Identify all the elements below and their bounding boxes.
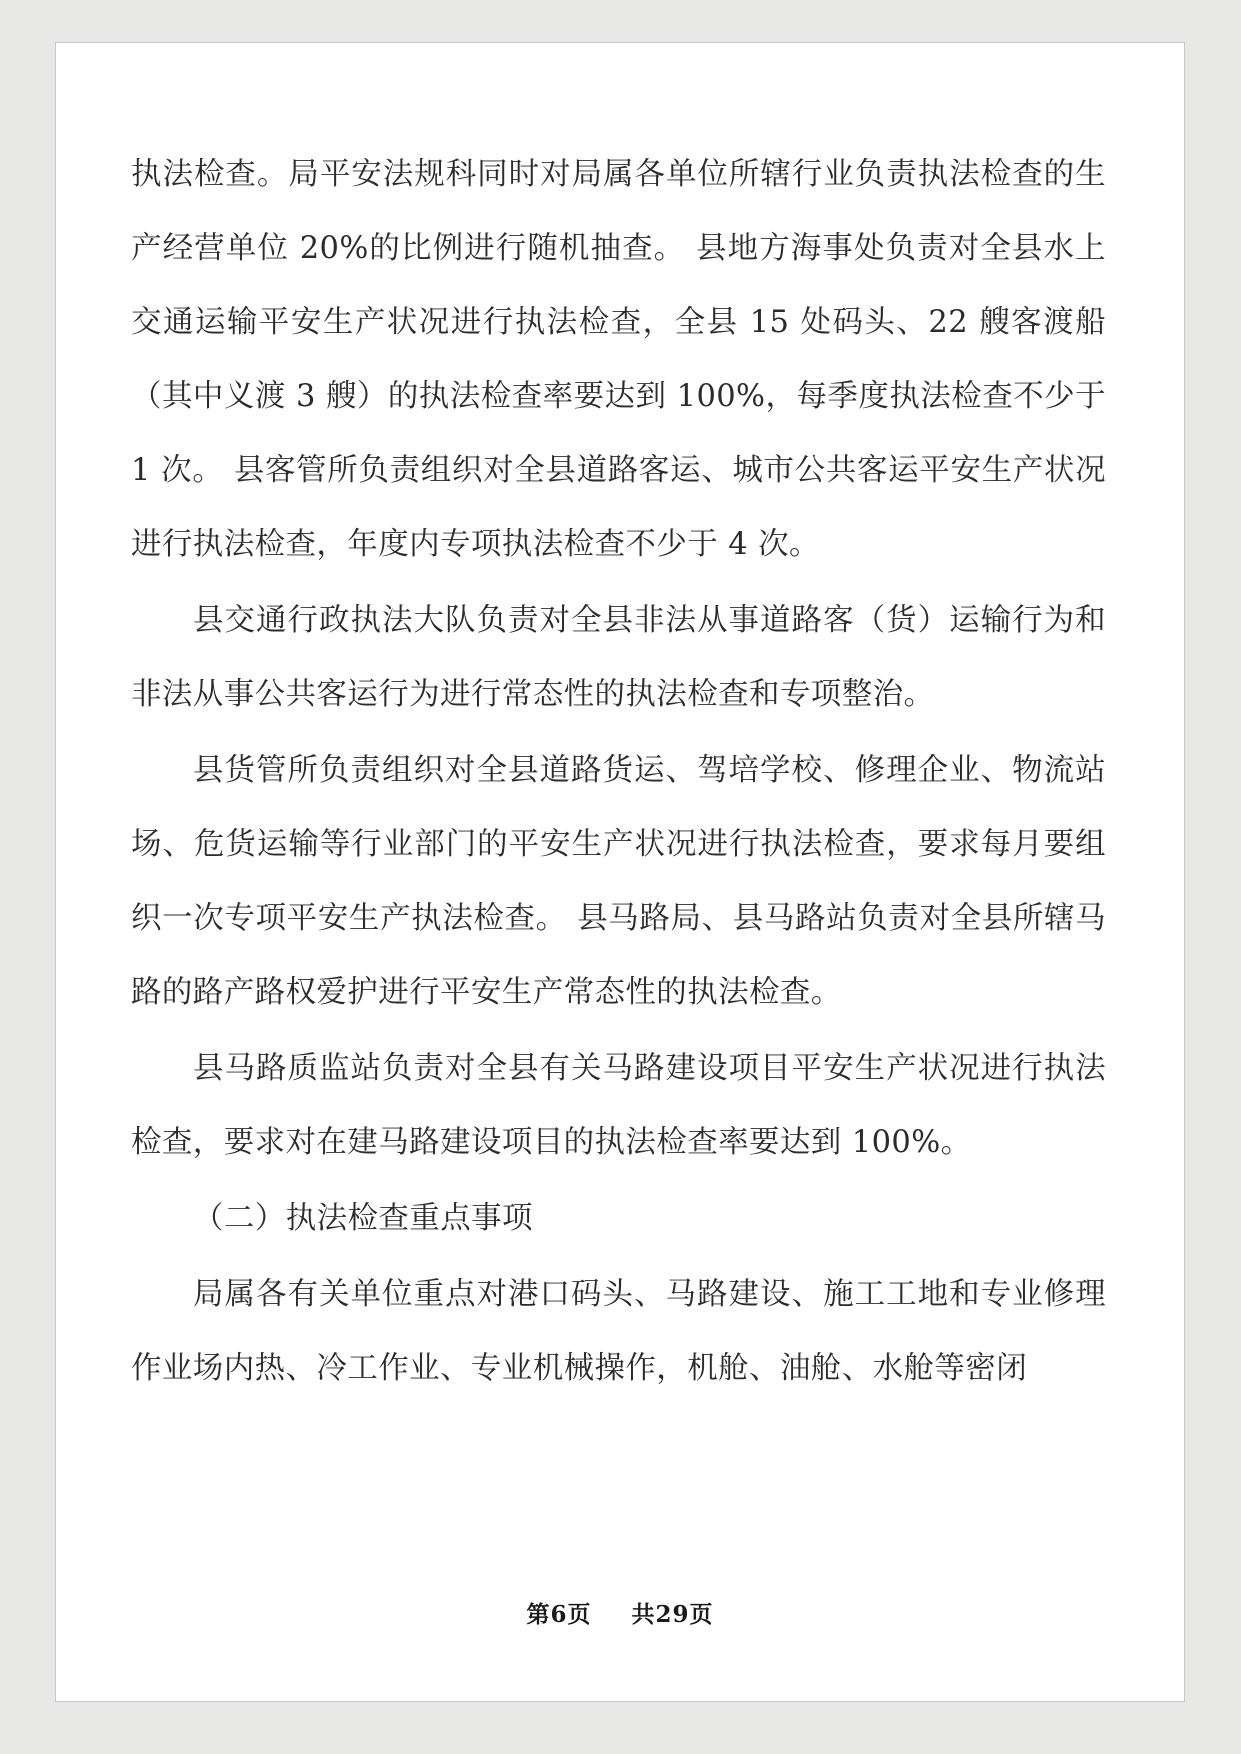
footer-total-pages: 共29页	[631, 1601, 714, 1628]
section-heading: （二）执法检查重点事项	[193, 1201, 533, 1236]
paragraph: 局属各有关单位重点对港口码头、马路建设、施工工地和专业修理作业场内热、冷工作业、专业机械操作，机舱、油舱、水舱等密闭	[131, 1277, 1106, 1386]
page-footer	[56, 1596, 1184, 1629]
paragraph: 县交通行政执法大队负责对全县非法从事道路客（货）运输行为和非法从事公共客运行为进行常态性的执法检查和专项整治。	[131, 603, 1106, 712]
paragraph: 县马路质监站负责对全县有关马路建设项目平安生产状况进行执法检查，要求对在建马路建设项目的执法检查率要达到 100%。	[131, 1051, 1106, 1160]
document-page	[55, 42, 1185, 1702]
page-content	[131, 138, 1106, 1408]
paragraph: 执法检查。局平安法规科同时对局属各单位所辖行业负责执法检查的生产经营单位 20%的比例进行随机抽查。 县地方海事处负责对全县水上交通运输平安生产状况进行执法检查，全县 15 处码头、22 艘客渡船（其中义渡 3 艘）的执法检查率要达到 100%，每季度执法检查不少于 1 次。 县客管所负责组织对全县道路客运、城市公共客运平安生产状况进行执法检查，年度内专项执法检查不少于 4 次。	[131, 157, 1106, 562]
footer-current-page: 第6页	[526, 1601, 592, 1628]
paragraph: 县货管所负责组织对全县道路货运、驾培学校、修理企业、物流站场、危货运输等行业部门的平安生产状况进行执法检查，要求每月要组织一次专项平安生产执法检查。 县马路局、县马路站负责对全县所辖马路的路产路权爱护进行平安生产常态性的执法检查。	[131, 753, 1106, 1010]
